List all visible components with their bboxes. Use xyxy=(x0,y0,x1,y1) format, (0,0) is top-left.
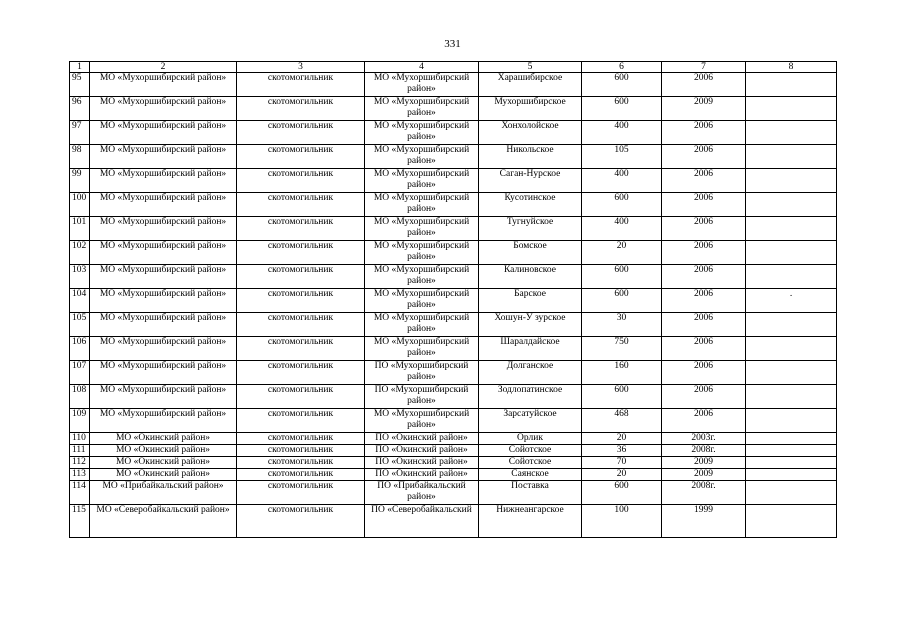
object-type-cell: скотомогильник xyxy=(237,265,365,289)
row-number-cell: 105 xyxy=(70,313,90,337)
header-cell: 8 xyxy=(746,62,837,73)
organization-cell: МО «Мухоршибирский район» xyxy=(365,169,479,193)
table-row xyxy=(70,121,837,145)
owner-cell: МО «Мухоршибирский район» xyxy=(90,193,237,217)
object-type-cell: скотомогильник xyxy=(237,505,365,538)
settlement-cell: Тугнуйское xyxy=(479,217,582,241)
organization-cell: ПО «Северобайкальский xyxy=(365,505,479,538)
owner-cell: МО «Окинский район» xyxy=(90,433,237,445)
organization-cell: МО «Мухоршибирский район» xyxy=(365,409,479,433)
area-cell: 600 xyxy=(582,97,662,121)
row-number-cell: 96 xyxy=(70,97,90,121)
owner-cell: МО «Мухоршибирский район» xyxy=(90,217,237,241)
organization-cell: МО «Мухоршибирский район» xyxy=(365,313,479,337)
owner-cell: МО «Мухоршибирский район» xyxy=(90,97,237,121)
owner-cell: МО «Мухоршибирский район» xyxy=(90,121,237,145)
year-cell: 2006 xyxy=(662,289,746,313)
row-number-cell: 98 xyxy=(70,145,90,169)
note-cell xyxy=(746,193,837,217)
year-cell: 1999 xyxy=(662,505,746,538)
table-row xyxy=(70,433,837,445)
row-number-cell: 111 xyxy=(70,445,90,457)
settlement-cell: Саган-Нурское xyxy=(479,169,582,193)
settlement-cell: Орлик xyxy=(479,433,582,445)
organization-cell: МО «Мухоршибирский район» xyxy=(365,97,479,121)
organization-cell: МО «Мухоршибирский район» xyxy=(365,121,479,145)
year-cell: 2006 xyxy=(662,217,746,241)
table-row xyxy=(70,505,837,538)
header-cell: 6 xyxy=(582,62,662,73)
note-cell xyxy=(746,433,837,445)
note-cell xyxy=(746,97,837,121)
note-cell xyxy=(746,169,837,193)
year-cell: 2006 xyxy=(662,313,746,337)
organization-cell: МО «Мухоршибирский район» xyxy=(365,145,479,169)
year-cell: 2006 xyxy=(662,409,746,433)
year-cell: 2009 xyxy=(662,97,746,121)
area-cell: 750 xyxy=(582,337,662,361)
year-cell: 2006 xyxy=(662,121,746,145)
organization-cell: МО «Мухоршибирский район» xyxy=(365,217,479,241)
settlement-cell: Кусотинское xyxy=(479,193,582,217)
row-number-cell: 108 xyxy=(70,385,90,409)
year-cell: 2006 xyxy=(662,193,746,217)
note-cell xyxy=(746,217,837,241)
note-cell xyxy=(746,409,837,433)
area-cell: 20 xyxy=(582,433,662,445)
area-cell: 400 xyxy=(582,121,662,145)
row-number-cell: 107 xyxy=(70,361,90,385)
organization-cell: МО «Мухоршибирский район» xyxy=(365,289,479,313)
year-cell: 2008г. xyxy=(662,481,746,505)
area-cell: 600 xyxy=(582,385,662,409)
area-cell: 105 xyxy=(582,145,662,169)
organization-cell: ПО «Прибайкальский район» xyxy=(365,481,479,505)
year-cell: 2006 xyxy=(662,169,746,193)
table-row xyxy=(70,97,837,121)
settlement-cell: Шаралдайское xyxy=(479,337,582,361)
year-cell: 2009 xyxy=(662,457,746,469)
area-cell: 468 xyxy=(582,409,662,433)
object-type-cell: скотомогильник xyxy=(237,385,365,409)
settlement-cell: Сойотское xyxy=(479,457,582,469)
area-cell: 160 xyxy=(582,361,662,385)
organization-cell: МО «Мухоршибирский район» xyxy=(365,337,479,361)
table-row xyxy=(70,445,837,457)
table-row xyxy=(70,145,837,169)
organization-cell: МО «Мухоршибирский район» xyxy=(365,193,479,217)
table-row xyxy=(70,169,837,193)
row-number-cell: 99 xyxy=(70,169,90,193)
note-cell xyxy=(746,73,837,97)
note-cell xyxy=(746,457,837,469)
table-row xyxy=(70,193,837,217)
table-row xyxy=(70,457,837,469)
row-number-cell: 112 xyxy=(70,457,90,469)
area-cell: 20 xyxy=(582,469,662,481)
table-row xyxy=(70,289,837,313)
header-cell: 7 xyxy=(662,62,746,73)
note-cell xyxy=(746,469,837,481)
organization-cell: ПО «Мухоршибирский район» xyxy=(365,385,479,409)
year-cell: 2003г. xyxy=(662,433,746,445)
object-type-cell: скотомогильник xyxy=(237,145,365,169)
note-cell xyxy=(746,145,837,169)
header-cell: 1 xyxy=(70,62,90,73)
object-type-cell: скотомогильник xyxy=(237,73,365,97)
note-cell xyxy=(746,241,837,265)
note-cell xyxy=(746,445,837,457)
year-cell: 2006 xyxy=(662,241,746,265)
header-cell: 3 xyxy=(237,62,365,73)
area-cell: 400 xyxy=(582,217,662,241)
owner-cell: МО «Мухоршибирский район» xyxy=(90,241,237,265)
note-cell xyxy=(746,265,837,289)
row-number-cell: 115 xyxy=(70,505,90,538)
note-cell xyxy=(746,121,837,145)
object-type-cell: скотомогильник xyxy=(237,469,365,481)
table-row xyxy=(70,409,837,433)
owner-cell: МО «Мухоршибирский район» xyxy=(90,409,237,433)
note-cell xyxy=(746,481,837,505)
row-number-cell: 114 xyxy=(70,481,90,505)
object-type-cell: скотомогильник xyxy=(237,169,365,193)
table-row xyxy=(70,217,837,241)
settlement-cell: Бомское xyxy=(479,241,582,265)
row-number-cell: 113 xyxy=(70,469,90,481)
settlement-cell: Зодлопатинское xyxy=(479,385,582,409)
settlement-cell: Никольское xyxy=(479,145,582,169)
object-type-cell: скотомогильник xyxy=(237,241,365,265)
object-type-cell: скотомогильник xyxy=(237,457,365,469)
object-type-cell: скотомогильник xyxy=(237,337,365,361)
settlement-cell: Поставка xyxy=(479,481,582,505)
owner-cell: МО «Мухоршибирский район» xyxy=(90,361,237,385)
object-type-cell: скотомогильник xyxy=(237,217,365,241)
object-type-cell: скотомогильник xyxy=(237,433,365,445)
organization-cell: ПО «Окинский район» xyxy=(365,433,479,445)
page-number: 331 xyxy=(444,38,461,50)
organization-cell: ПО «Окинский район» xyxy=(365,457,479,469)
header-cell: 4 xyxy=(365,62,479,73)
table-row xyxy=(70,385,837,409)
table-body xyxy=(70,62,837,538)
settlement-cell: Хонхолойское xyxy=(479,121,582,145)
organization-cell: ПО «Мухоршибирский район» xyxy=(365,361,479,385)
row-number-cell: 110 xyxy=(70,433,90,445)
object-type-cell: скотомогильник xyxy=(237,313,365,337)
area-cell: 600 xyxy=(582,481,662,505)
settlement-cell: Калиновское xyxy=(479,265,582,289)
area-cell: 30 xyxy=(582,313,662,337)
object-type-cell: скотомогильник xyxy=(237,97,365,121)
object-type-cell: скотомогильник xyxy=(237,361,365,385)
area-cell: 20 xyxy=(582,241,662,265)
year-cell: 2009 xyxy=(662,469,746,481)
note-cell xyxy=(746,505,837,538)
year-cell: 2008г. xyxy=(662,445,746,457)
owner-cell: МО «Окинский район» xyxy=(90,469,237,481)
year-cell: 2006 xyxy=(662,385,746,409)
row-number-cell: 97 xyxy=(70,121,90,145)
note-cell xyxy=(746,313,837,337)
area-cell: 70 xyxy=(582,457,662,469)
settlement-cell: Мухоршибирское xyxy=(479,97,582,121)
object-type-cell: скотомогильник xyxy=(237,289,365,313)
object-type-cell: скотомогильник xyxy=(237,481,365,505)
settlement-cell: Нижнеангарское xyxy=(479,505,582,538)
owner-cell: МО «Мухоршибирский район» xyxy=(90,145,237,169)
owner-cell: МО «Прибайкальский район» xyxy=(90,481,237,505)
object-type-cell: скотомогильник xyxy=(237,409,365,433)
table-row xyxy=(70,313,837,337)
year-cell: 2006 xyxy=(662,145,746,169)
owner-cell: МО «Мухоршибирский район» xyxy=(90,73,237,97)
area-cell: 600 xyxy=(582,193,662,217)
owner-cell: МО «Окинский район» xyxy=(90,445,237,457)
area-cell: 600 xyxy=(582,73,662,97)
header-cell: 5 xyxy=(479,62,582,73)
year-cell: 2006 xyxy=(662,73,746,97)
settlement-cell: Зарсатуйское xyxy=(479,409,582,433)
row-number-cell: 95 xyxy=(70,73,90,97)
row-number-cell: 101 xyxy=(70,217,90,241)
settlement-cell: Сойотское xyxy=(479,445,582,457)
row-number-cell: 104 xyxy=(70,289,90,313)
owner-cell: МО «Мухоршибирский район» xyxy=(90,169,237,193)
organization-cell: МО «Мухоршибирский район» xyxy=(365,241,479,265)
note-cell xyxy=(746,361,837,385)
note-cell xyxy=(746,337,837,361)
header-cell: 2 xyxy=(90,62,237,73)
row-number-cell: 100 xyxy=(70,193,90,217)
owner-cell: МО «Мухоршибирский район» xyxy=(90,289,237,313)
table-row xyxy=(70,265,837,289)
owner-cell: МО «Мухоршибирский район» xyxy=(90,337,237,361)
owner-cell: МО «Северобайкальский район» xyxy=(90,505,237,538)
settlement-cell: Долганское xyxy=(479,361,582,385)
table-row xyxy=(70,361,837,385)
organization-cell: ПО «Окинский район» xyxy=(365,445,479,457)
settlement-cell: Саянское xyxy=(479,469,582,481)
owner-cell: МО «Окинский район» xyxy=(90,457,237,469)
data-table xyxy=(69,61,837,538)
area-cell: 600 xyxy=(582,289,662,313)
year-cell: 2006 xyxy=(662,265,746,289)
settlement-cell: Харашибирское xyxy=(479,73,582,97)
table-row xyxy=(70,469,837,481)
organization-cell: ПО «Окинский район» xyxy=(365,469,479,481)
object-type-cell: скотомогильник xyxy=(237,121,365,145)
settlement-cell: Хошун-У зурское xyxy=(479,313,582,337)
table-row xyxy=(70,481,837,505)
year-cell: 2006 xyxy=(662,361,746,385)
object-type-cell: скотомогильник xyxy=(237,445,365,457)
organization-cell: МО «Мухоршибирский район» xyxy=(365,265,479,289)
organization-cell: МО «Мухоршибирский район» xyxy=(365,73,479,97)
owner-cell: МО «Мухоршибирский район» xyxy=(90,385,237,409)
area-cell: 600 xyxy=(582,265,662,289)
table-row xyxy=(70,241,837,265)
object-type-cell: скотомогильник xyxy=(237,193,365,217)
owner-cell: МО «Мухоршибирский район» xyxy=(90,313,237,337)
settlement-cell: Барское xyxy=(479,289,582,313)
table-header-row xyxy=(70,62,837,73)
table-row xyxy=(70,73,837,97)
area-cell: 400 xyxy=(582,169,662,193)
year-cell: 2006 xyxy=(662,337,746,361)
row-number-cell: 106 xyxy=(70,337,90,361)
note-cell xyxy=(746,385,837,409)
row-number-cell: 109 xyxy=(70,409,90,433)
area-cell: 36 xyxy=(582,445,662,457)
area-cell: 100 xyxy=(582,505,662,538)
owner-cell: МО «Мухоршибирский район» xyxy=(90,265,237,289)
row-number-cell: 103 xyxy=(70,265,90,289)
row-number-cell: 102 xyxy=(70,241,90,265)
note-cell: . xyxy=(746,289,837,313)
table-row xyxy=(70,337,837,361)
